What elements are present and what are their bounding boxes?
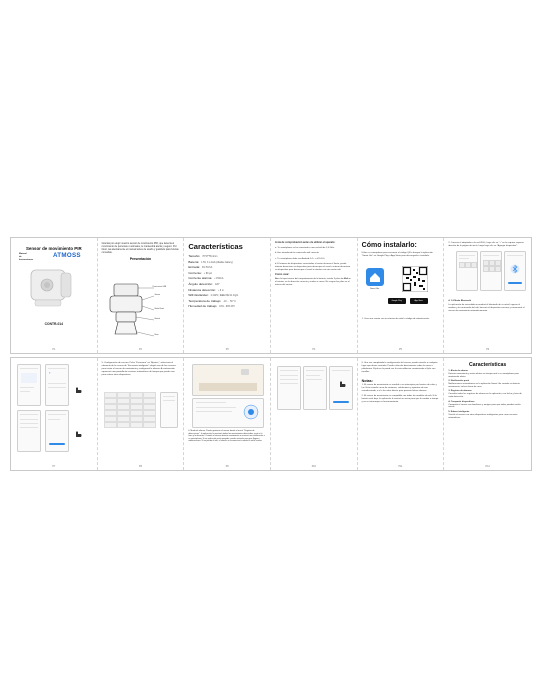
specs-title: Características: [188, 242, 243, 251]
spec-label: Distancia detección:: [188, 287, 217, 292]
label-base: Base: [154, 334, 159, 336]
page-number: P4: [312, 348, 316, 351]
page-number: P2: [139, 348, 142, 351]
feature-text: Comparta el sensor con familiares y amigos para que todos puedan recibir avisos.: [448, 403, 521, 409]
app-store-badge: App Store: [410, 298, 428, 304]
cover-manual-label: Manual de Instrucciones: [19, 253, 34, 261]
page-number: P3: [225, 348, 229, 351]
feature-text: Detecta movimiento y envía alertas en tiempo real a su smartphone para mantenerle alerta.: [448, 372, 519, 378]
manual-sheet-back: [10, 357, 532, 471]
panel-intro: [98, 238, 185, 353]
label-reset-button: Botón Reset: [154, 308, 164, 310]
spec-label: Temperatura de trabajo:: [188, 298, 222, 303]
spec-value: -10 … 50 °C: [223, 300, 236, 303]
panel-notes: [358, 358, 445, 470]
app-screen-alarm: [192, 398, 264, 428]
checklist-title: Lista de comprobación antes de utilizar el aparato:: [275, 241, 336, 244]
feature-title: 2. Notificación push: [448, 380, 470, 383]
notes-title: Notas:: [361, 378, 373, 383]
panel-checklist: [271, 238, 358, 353]
install-text: Utilice su smartphone para escanear el código QR o busque la aplicación "Smart Life" en Google Play o App Store para descargarla e instalarla.: [361, 252, 433, 257]
feature-title: 3. Registro de alarmas: [448, 390, 472, 393]
panel-install: [358, 238, 445, 353]
page-number: P12: [485, 465, 490, 468]
spec-label: WiFi Estándar:: [188, 293, 209, 298]
app-screen-temperature: °: [45, 364, 69, 406]
feature-title: 5. Enlace inteligente: [448, 410, 470, 413]
page-number: P7: [52, 465, 56, 468]
app-screen-add-device: [480, 251, 502, 291]
page-number: P5: [399, 348, 402, 351]
panel-app-screens-1: [11, 358, 98, 470]
page-number: P6: [486, 348, 490, 351]
spec-label: Ángulo detección:: [188, 281, 213, 286]
spec-label: Corriente:: [188, 270, 202, 275]
hand-tap-icon: [73, 384, 83, 394]
presentation-title: Presentación: [129, 257, 152, 262]
label-sensor: Sensor: [154, 294, 161, 296]
scene-options-grid: [104, 392, 178, 448]
feature-text: Consulte todos los registros de alarma en la aplicación, con fecha y hora de cada detección.: [448, 393, 522, 399]
checklist-item: a. Tu smartphone se ha conectado a una red wifi de 2,4 GHz.: [275, 246, 335, 249]
hand-tap-icon: [73, 428, 83, 438]
panel-pairing: [444, 238, 531, 353]
spec-value: ≤ 80 μA: [203, 272, 212, 275]
spec-value: ≤ 6 m: [218, 289, 224, 292]
app-screen-confirm: [329, 366, 353, 410]
spec-value: 10% - 90% RH: [219, 306, 235, 309]
scene-setup-text: 5. Configuración de escena: Pulse "Escenario" en "Ajustes", seleccione el elemento de la escena de "Escenario inteligente" elegirá una de las escenas para iniciar el sensor de movimiento y configurará la alarma. A continuación aparecerá una pantalla de acciones automáticas de tiempo que puede usar para activar otros dispositivos.: [101, 362, 176, 376]
specs-list: [188, 254, 266, 310]
app-screen-list: [17, 410, 41, 452]
features-title: Características: [469, 362, 507, 368]
bluetooth-mode-text: La aplicación de encendido encenderá el bluetooth de su móvil, ingrese el nombre y la contraseña del wifi, buscará el dispositivo cercano y comenzará el sensor de movimiento automáticamente.: [448, 304, 525, 312]
page-number: P10: [311, 465, 316, 468]
app-name: Smart Life: [370, 288, 380, 290]
intro-text: Gracias por elegir nuestro sensor de movimiento PIR, que detecta el movimiento de personas o animales, le mantendrá alerta y seguro. Por favor, lea atentamente el manual antes de usarlo y guárdelo para futuras consultas.: [101, 242, 179, 255]
panel-alarm-mode: [184, 358, 271, 470]
spec-value: DC 5V/1A: [202, 267, 213, 270]
app-screen-home: [456, 251, 478, 291]
feature-title: 4. Compartir dispositivos: [448, 400, 475, 403]
install-step-text: 1. Cree una cuenta con tu número de móvil o código de autenticación.: [361, 318, 430, 320]
smart-life-app-icon: [366, 268, 384, 286]
manual-sheet-front: [10, 237, 532, 354]
placement-text: 5. Una vez completada la configuración del sensor, puede moverlo a cualquier lugar que desee controlar. Puede colocarlo directamente sobre la mesa o plataforma. Fíjelo en la pared con la cinta adhesiva suministrada o fíjelo con tornillos.: [361, 362, 438, 373]
spec-label: Tamaño:: [188, 254, 201, 258]
qr-code-icon: [402, 266, 428, 292]
install-title: Cómo instalarlo:: [361, 242, 417, 249]
sensor-status-icon: [243, 404, 259, 420]
spec-label: Entrada:: [188, 265, 201, 270]
app-screen-scene: [160, 392, 178, 428]
page-number: P8: [139, 465, 142, 468]
app-screen-pairing: [504, 251, 526, 291]
panel-cover: [11, 238, 98, 353]
checklist-item: c. Tu smartphone debe ser Android 4.4 + o iOS 8.0.: [275, 257, 325, 260]
cover-model: CONTR-014: [44, 322, 63, 326]
hand-tap-icon: [337, 378, 347, 388]
cover-brand-logo: ATMOSS: [53, 252, 81, 259]
spec-label: Humedad de trabajo:: [188, 304, 218, 309]
checklist-item: d. El número de dispositivos conectados al router alcanza el límite, puede intentar desactivar un dispositivo para desocupar el canal o intente desactivar un dispositivo para desocupar el canal e intentar con otro router wifi.: [275, 263, 351, 271]
sensor-device-illustration: [27, 265, 77, 311]
label-usb-port: Puerto micro USB: [152, 286, 167, 288]
device-parts-diagram: [106, 282, 154, 340]
cover-title: Sensor de movimiento PIR: [26, 246, 82, 251]
panel-scene-setup: [98, 358, 185, 470]
page-number: P9: [225, 465, 229, 468]
spec-value: 120°: [214, 283, 220, 286]
usage-title: Como usar:: [275, 273, 290, 277]
spec-label: Corriente alarma:: [188, 276, 213, 281]
usage-text: Abra la tapa trasera del compartimento de la batería, instale 3 pilas de AAA en el interior, en la dirección correcta y vuelva a cerrar. No cargue las pilas en el interior del sensor.: [275, 278, 351, 287]
alarm-mode-text: 6. Modo de alarma: Puede gestionar el sensor desde el menú "Registro de detecciones": la aplicación le mostrará todos los movimientos detectados, junto a la hora y la duración. Cuando el sensor detecte movimiento se enviará una notificación a su smartphone. Si su aplicación está apagada, puede activarla para que lleguen notificaciones. Si se pierde el wifi, el sensor se reconectará cuando la señal vuelva.: [188, 430, 265, 443]
room-photo: [192, 364, 264, 396]
bluetooth-mode-title: 4. 1.6 Modo Bluetooth: [448, 300, 472, 302]
feature-text: Notificaciones instantáneas en la aplicación Smart Life cuando se detecta movimiento, incluso fuera de casa.: [448, 383, 520, 389]
checklist-item: b. Has introducido la contraseña wifi correcta.: [275, 252, 320, 255]
spec-value: 1.5V, 3 x AAA (Alkaline battery): [201, 261, 233, 264]
google-play-badge: Google Play: [388, 298, 406, 304]
app-screen-device: [17, 364, 41, 406]
note-item: 1. El sensor de movimiento es sensible a un interruptor por fuentes de calor y luz. Evite situarlo cerca de ventanas, calefactores y aparatos de aire acondicionado, o a la luz solar directa para prevenir falsas alarmas.: [361, 384, 437, 392]
app-screen-log: [303, 366, 327, 410]
spec-value: 70*47*55.4mm: [202, 256, 218, 258]
feature-title: 1. Alerta de alarma: [448, 370, 468, 372]
panel-specs: [184, 238, 271, 353]
page-number: P1: [52, 348, 56, 351]
note-item: 2. El sensor de movimiento es compatible con todos los modelos de wifi. Si la batería está baja, la aplicación le enviará un aviso para que la cambie a tiempo y no se interrumpa su funcionamiento.: [361, 395, 439, 404]
bluetooth-icon: [510, 264, 520, 274]
spec-value: ≤ 150mA: [214, 278, 224, 281]
spec-value: 2.4GHz, IEEE 802.11 b/g/n: [210, 295, 239, 298]
panel-app-screens-2: [271, 358, 358, 470]
app-screen-detail: [45, 410, 69, 452]
spec-label: Batería:: [188, 259, 200, 264]
pairing-text: 2. Conecte el adaptador a la red Wi-Fi, haga clic en "+" en la esquina superior derecha de la página de inicio, luego haga clic en "Agregar dispositivo".: [448, 242, 524, 247]
page-number: P11: [398, 465, 403, 468]
feature-text: Vincule el sensor con otros dispositivos inteligentes para crear escenas automáticas.: [448, 413, 518, 419]
app-screen-settings: [277, 366, 301, 410]
label-battery: Batería: [154, 318, 161, 320]
spec-row: [188, 304, 266, 310]
panel-features: [444, 358, 531, 470]
